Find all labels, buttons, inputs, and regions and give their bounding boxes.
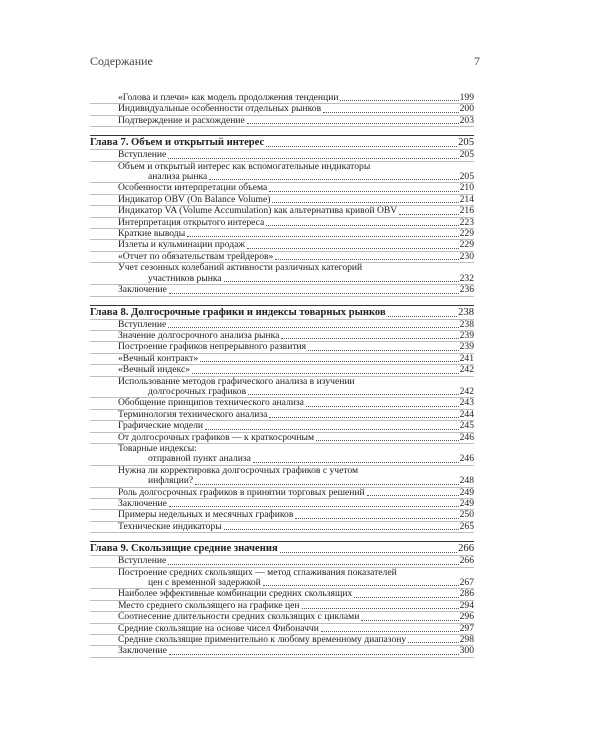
toc-entry-page: 230 <box>459 250 474 262</box>
leader-dots <box>275 259 458 260</box>
toc-entry-page: 223 <box>459 216 474 228</box>
toc-entry-text: участников рынка <box>148 272 222 284</box>
leader-dots <box>248 394 458 395</box>
toc-entry-text: Особенности интерпретации объема <box>118 182 268 194</box>
toc-entry-text: Заключение <box>118 284 167 296</box>
toc-entry-text: «Отчет по обязательствам трейдеров» <box>118 250 274 262</box>
chapter-heading-7 <box>90 135 474 150</box>
running-header-title: Содержание <box>90 54 153 68</box>
toc-entry-text: Индикатор VA (Volume Accumulation) как альтернатива кривой OBV <box>118 205 398 217</box>
chapter-heading-8 <box>90 305 474 320</box>
toc-entry <box>90 421 474 432</box>
toc-entry-page: 298 <box>459 634 474 646</box>
toc-entry-page: 200 <box>459 103 474 115</box>
toc-entry-page: 229 <box>459 228 474 240</box>
leader-dots <box>323 112 458 113</box>
toc-entry-text: «Вечный контракт» <box>118 352 199 364</box>
toc-entry-text: Наиболее эффективные комбинации средних скользящих <box>118 588 353 600</box>
leader-dots <box>168 564 458 565</box>
toc-entry-page: 245 <box>459 420 474 432</box>
toc-entry-page: 300 <box>459 645 474 657</box>
toc-entry-text: Соотнесение длительности средних скользящих с циклами <box>118 611 360 623</box>
leader-dots <box>209 179 458 180</box>
toc-entry-page: 265 <box>459 520 474 532</box>
toc-entry-text: Средние скользящие применительно к любому временному диапазону <box>118 634 407 646</box>
toc-entry <box>90 285 474 296</box>
leader-dots <box>224 281 459 282</box>
toc-entry <box>90 612 474 623</box>
leader-dots <box>168 158 458 159</box>
toc-entry-page: 267 <box>459 577 474 589</box>
toc-entry-page: 214 <box>459 193 474 205</box>
leader-dots <box>169 654 459 655</box>
leader-dots <box>340 100 458 101</box>
chapter-page: 266 <box>458 543 474 555</box>
toc-entry-page: 246 <box>459 453 474 465</box>
toc-entry-page: 248 <box>459 475 474 487</box>
toc-entry-text: «Вечный индекс» <box>118 364 191 376</box>
leader-dots <box>272 202 458 203</box>
toc-entry-page: 242 <box>459 385 474 397</box>
toc-entry-text: Примеры недельных и месячных графиков <box>118 509 294 521</box>
toc-entry-text: Заключение <box>118 645 167 657</box>
toc-entry-text: Использование методов графического анализа в изучении <box>118 375 355 387</box>
toc-entry-text: Построение графиков непрерывного развития <box>118 341 307 353</box>
toc-entry-text: Объем и открытый интерес как вспомогательные индикаторы <box>118 160 371 172</box>
leader-dots <box>281 338 458 339</box>
leader-dots <box>308 350 459 351</box>
toc-entry-text: Заключение <box>118 498 167 509</box>
toc-entry-text: Терминология технического анализа <box>118 408 268 420</box>
chapter-page: 238 <box>458 306 474 318</box>
leader-dots <box>295 518 458 519</box>
toc-entry-page: 239 <box>459 329 474 341</box>
leader-dots <box>195 484 459 485</box>
page-number: 7 <box>474 54 480 68</box>
toc-entry-text: Учет сезонных колебаний активности различных категорий <box>118 262 363 274</box>
leader-dots <box>247 248 459 249</box>
leader-dots <box>354 597 458 598</box>
toc-entry <box>90 646 474 657</box>
leader-dots <box>306 406 459 407</box>
toc-entry-page: 249 <box>459 486 474 498</box>
chapter-title: Глава 8. Долгосрочные графики и индексы товарных рынков <box>90 306 386 318</box>
toc-entry <box>90 556 474 567</box>
toc-entry-page: 232 <box>459 272 474 284</box>
running-header <box>90 54 480 72</box>
toc-entry-page: 205 <box>459 149 474 161</box>
toc-entry-text: Вступление <box>118 555 167 567</box>
chapter-page: 205 <box>458 137 474 149</box>
toc-entry <box>90 522 474 533</box>
leader-dots <box>367 495 459 496</box>
toc-entry-page: 243 <box>459 397 474 409</box>
toc-entry <box>90 206 474 217</box>
chapter-title: Глава 9. Скользящие средние значения <box>90 543 278 555</box>
toc-entry-text: «Голова и плечи» как модель продолжения тенденции <box>118 92 339 103</box>
toc-entry-continuation <box>90 476 474 487</box>
leader-dots <box>321 631 459 632</box>
toc-entry-page: 297 <box>459 622 474 634</box>
leader-dots <box>266 146 457 147</box>
toc-entry-text: анализа рынка <box>148 171 208 183</box>
leader-dots <box>224 529 459 530</box>
toc-entry-text: Товарные индексы: <box>118 442 197 454</box>
toc-entry-text: долгосрочных графиков <box>148 385 247 397</box>
toc-entry-text: Графические модели <box>118 420 204 432</box>
leader-dots <box>269 191 458 192</box>
leader-dots <box>408 642 458 643</box>
toc-entry-text: Индикатор OBV (On Balance Volume) <box>118 193 271 205</box>
toc-entry-page: 250 <box>459 509 474 521</box>
toc-entry-text: Излеты и кульминации продаж <box>118 239 246 251</box>
toc-entry-text: Место среднего скользящего на графике цен <box>118 599 300 611</box>
toc-entry-text: Обобщение принципов технического анализа <box>118 397 304 409</box>
toc-entry-page: 241 <box>459 352 474 364</box>
toc-entry-page: 216 <box>459 205 474 217</box>
toc-entry-page: 296 <box>459 611 474 623</box>
leader-dots <box>266 225 458 226</box>
toc-entry-text: цен с временной задержкой <box>148 577 261 589</box>
toc-entry-page: 249 <box>459 498 474 509</box>
toc-entry <box>90 365 474 376</box>
toc-entry-page: 294 <box>459 599 474 611</box>
toc-entry <box>90 150 474 161</box>
leader-dots <box>200 361 458 362</box>
toc-entry-page: 266 <box>459 555 474 567</box>
toc-entry-page: 239 <box>459 341 474 353</box>
toc-entry <box>90 342 474 353</box>
toc-entry-text: Средние скользящие на основе чисел Фибоначчи <box>118 622 319 634</box>
toc-entry-page: 210 <box>459 182 474 194</box>
toc-entry-text: Роль долгосрочных графиков в принятии торговых решений <box>118 486 365 498</box>
leader-dots <box>168 327 458 328</box>
leader-dots <box>302 608 459 609</box>
chapter-heading-9 <box>90 541 474 556</box>
toc-entry-page: 203 <box>459 114 474 126</box>
toc-entry-page: 205 <box>459 171 474 183</box>
toc-entry-page: 246 <box>459 431 474 443</box>
toc-entry-page: 242 <box>459 364 474 376</box>
table-of-contents <box>90 93 474 658</box>
leader-dots <box>192 373 459 374</box>
toc-entry-page: 199 <box>459 92 474 103</box>
leader-dots <box>361 620 458 621</box>
leader-dots <box>263 585 459 586</box>
toc-entry-text: Технические индикаторы <box>118 520 222 532</box>
leader-dots <box>399 214 458 215</box>
toc-entry-page: 286 <box>459 588 474 600</box>
leader-dots <box>187 236 458 237</box>
leader-dots <box>388 316 457 317</box>
toc-entry-page: 244 <box>459 408 474 420</box>
toc-entry-text: Значение долгосрочного анализа рынка <box>118 329 280 341</box>
toc-entry-text: Нужна ли корректировка долгосрочных графиков с учетом <box>118 464 359 476</box>
toc-entry-text: От долгосрочных графиков — к краткосрочным <box>118 431 315 443</box>
toc-entry-text: Построение средних скользящих — метод сглаживания показателей <box>118 566 397 578</box>
leader-dots <box>316 440 459 441</box>
toc-entry-page: 238 <box>459 318 474 330</box>
leader-dots <box>169 506 459 507</box>
toc-entry-text: Вступление <box>118 318 167 330</box>
toc-entry-text: Индивидуальные особенности отдельных рынков <box>118 103 322 115</box>
chapter-title: Глава 7. Объем и открытый интерес <box>90 137 265 149</box>
leader-dots <box>269 417 458 418</box>
toc-entry-text: Интерпретация открытого интереса <box>118 216 265 228</box>
toc-entry-text: Вступление <box>118 149 167 161</box>
leader-dots <box>253 462 459 463</box>
leader-dots <box>247 123 459 124</box>
leader-dots <box>205 429 459 430</box>
leader-dots <box>169 293 459 294</box>
toc-entry-page: 236 <box>459 284 474 296</box>
toc-entry-text: инфляции? <box>148 475 194 487</box>
toc-entry-text: отправной пункт анализа <box>148 453 251 465</box>
toc-entry <box>90 116 474 127</box>
toc-entry-text: Краткие выводы <box>118 228 186 240</box>
leader-dots <box>280 552 457 553</box>
toc-entry-page: 229 <box>459 239 474 251</box>
toc-entry-text: Подтверждение и расхождение <box>118 114 245 126</box>
